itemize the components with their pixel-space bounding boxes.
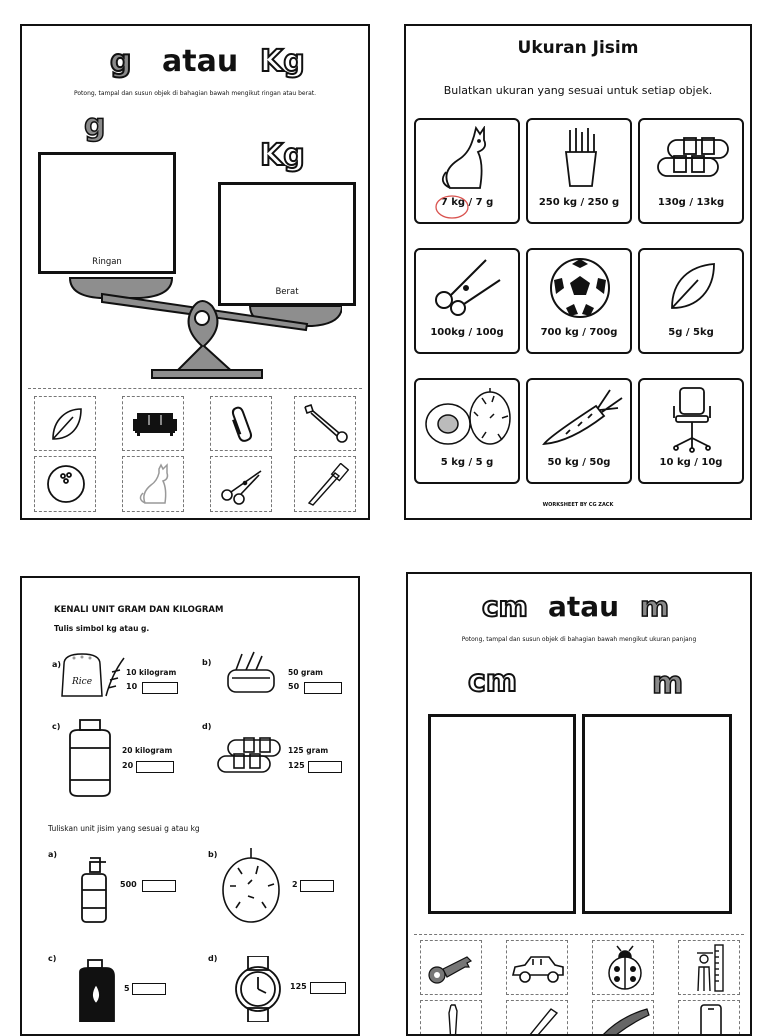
heavy-box-label: Berat	[275, 287, 299, 297]
card-sandal[interactable]	[638, 118, 744, 224]
left-unit-label: g	[84, 108, 106, 143]
soccer-ball-icon	[548, 256, 612, 320]
gas-tank-icon	[64, 718, 116, 800]
durian-icon	[218, 846, 284, 926]
unit-answer-box[interactable]	[308, 761, 342, 773]
tile-bowling-ball[interactable]	[34, 456, 96, 512]
item-letter: b)	[208, 850, 218, 859]
tile-leaf[interactable]	[34, 396, 96, 451]
cut-line	[414, 934, 744, 935]
cm-drop-box[interactable]	[428, 714, 576, 914]
item-letter: a)	[48, 850, 58, 859]
tile-key[interactable]	[420, 940, 482, 995]
tile-toothbrush[interactable]	[294, 456, 356, 512]
oil-bottle-icon	[74, 958, 120, 1022]
answer-circle	[434, 194, 470, 220]
instruction: Potong, tampal dan susun objek di bahagian bawah mengikut ringan atau berat.	[73, 90, 317, 97]
height-chart-icon	[695, 943, 727, 993]
item-letter: d)	[202, 722, 212, 731]
worksheet-kenali-unit	[20, 576, 360, 1036]
card-label: 700 kg / 700g	[540, 327, 618, 338]
left-unit-label: cm	[468, 664, 518, 699]
card-leaf[interactable]	[638, 248, 744, 354]
key-icon	[427, 953, 477, 985]
item-letter: b)	[202, 658, 212, 667]
footer-credit: WORKSHEET BY CG ZACK	[542, 502, 614, 508]
soap-bottle-icon	[78, 856, 110, 924]
sofa-icon	[131, 411, 179, 437]
sandal-icon	[654, 134, 732, 186]
number-value: 5	[124, 984, 130, 993]
light-box-label: Ringan	[92, 257, 122, 267]
card-label: 130g / 13kg	[657, 197, 725, 208]
watch-icon	[230, 956, 286, 1022]
title-g: g	[110, 44, 132, 79]
tile-wrench[interactable]	[294, 396, 356, 451]
item-letter: c)	[48, 954, 57, 963]
leaf-icon	[49, 405, 85, 443]
pencil-icon	[517, 1005, 561, 1036]
bowling-ball-icon	[45, 463, 87, 505]
rice-sack-icon	[60, 650, 128, 700]
scissors-icon	[432, 256, 504, 316]
item-letter: c)	[52, 722, 61, 731]
scissors-icon	[219, 465, 265, 505]
word-value: 20 kilogram	[122, 746, 173, 755]
page-title: Ukuran Jisim	[517, 38, 639, 58]
toothbrush-icon	[305, 463, 349, 507]
card-label: 7 kg / 7 g	[440, 197, 494, 208]
cat-icon	[438, 126, 494, 192]
tile-scissors[interactable]	[210, 456, 272, 512]
number-value: 50	[288, 682, 300, 691]
unit-answer-box[interactable]	[310, 982, 346, 994]
title-atau: atau	[162, 44, 239, 79]
right-unit-label: m	[652, 666, 684, 701]
tile-giraffe[interactable]	[420, 1000, 482, 1036]
fries-icon	[560, 126, 602, 188]
number-value: 500	[120, 880, 137, 889]
unit-answer-box[interactable]	[136, 761, 174, 773]
sandal-icon	[216, 734, 284, 782]
number-value: 125	[290, 982, 307, 991]
pencil-case-icon	[222, 650, 278, 696]
card-label: 5 kg / 5 g	[440, 457, 494, 468]
light-drop-box[interactable]	[38, 152, 176, 274]
tile-crocodile[interactable]	[592, 1000, 654, 1036]
tile-pencil[interactable]	[506, 1000, 568, 1036]
office-chair-icon	[670, 384, 714, 454]
card-label: 5g / 5kg	[668, 327, 714, 338]
paperclip-icon	[229, 403, 255, 445]
card-label: 10 kg / 10g	[659, 457, 723, 468]
unit-answer-box[interactable]	[132, 983, 166, 995]
ladybug-icon	[605, 945, 645, 991]
tile-paperclip[interactable]	[210, 396, 272, 451]
right-unit-label: Kg	[260, 138, 305, 173]
tile-cat[interactable]	[122, 456, 184, 512]
card-label: 50 kg / 50g	[547, 457, 611, 468]
number-value: 10	[126, 682, 138, 691]
title-atau: atau	[548, 590, 620, 623]
card-office-chair[interactable]	[638, 378, 744, 484]
number-value: 125	[288, 761, 305, 770]
car-icon	[511, 955, 565, 985]
worksheet-ukuran-jisim	[404, 24, 752, 520]
number-value: 2	[292, 880, 298, 889]
instruction-2: Tuliskan unit jisim yang sesuai g atau kg	[48, 824, 200, 833]
tile-sofa[interactable]	[122, 396, 184, 451]
unit-answer-box[interactable]	[304, 682, 342, 694]
card-soccer-ball[interactable]	[526, 248, 632, 354]
item-letter: d)	[208, 954, 218, 963]
tile-ladybug[interactable]	[592, 940, 654, 995]
tile-car[interactable]	[506, 940, 568, 995]
unit-answer-box[interactable]	[142, 682, 178, 694]
title-cm: cm	[482, 590, 528, 623]
tile-height-chart[interactable]	[678, 940, 740, 995]
unit-answer-box[interactable]	[300, 880, 334, 892]
number-value: 20	[122, 761, 134, 770]
heading: KENALI UNIT GRAM DAN KILOGRAM	[54, 605, 224, 615]
card-fries[interactable]	[526, 118, 632, 224]
worksheet-g-atau-kg	[20, 24, 370, 520]
giraffe-icon	[441, 1003, 465, 1036]
word-value: 125 gram	[288, 746, 329, 755]
card-durian[interactable]	[414, 378, 520, 484]
cut-line	[28, 388, 362, 389]
word-value: 10 kilogram	[126, 668, 177, 677]
word-value: 50 gram	[288, 668, 323, 677]
cat-icon	[137, 463, 173, 507]
card-scissors[interactable]	[414, 248, 520, 354]
worksheet-cm-atau-m	[406, 572, 752, 1036]
sack-label: Rice	[72, 677, 93, 687]
card-label: 250 kg / 250 g	[538, 197, 620, 208]
title-m: m	[640, 590, 670, 623]
heavy-drop-box[interactable]	[218, 182, 356, 306]
unit-answer-box[interactable]	[142, 880, 176, 892]
instruction: Potong, tampal dan susun objek di bahagian bawah mengikut ukuran panjang	[461, 636, 697, 643]
tile-phone[interactable]	[678, 1000, 740, 1036]
card-label: 100kg / 100g	[430, 327, 504, 338]
instruction: Bulatkan ukuran yang sesuai untuk setiap objek.	[443, 84, 713, 97]
carrot-icon	[540, 386, 624, 450]
phone-icon	[699, 1003, 723, 1036]
card-carrot[interactable]	[526, 378, 632, 484]
crocodile-icon	[599, 1007, 651, 1036]
card-cat[interactable]	[414, 118, 520, 224]
durian-icon	[420, 388, 516, 450]
wrench-icon	[301, 403, 351, 445]
m-drop-box[interactable]	[582, 714, 732, 914]
title-kg: Kg	[260, 44, 305, 79]
instruction-1: Tulis simbol kg atau g.	[54, 624, 150, 633]
item-letter: a)	[52, 660, 62, 669]
leaf-icon	[668, 260, 718, 312]
